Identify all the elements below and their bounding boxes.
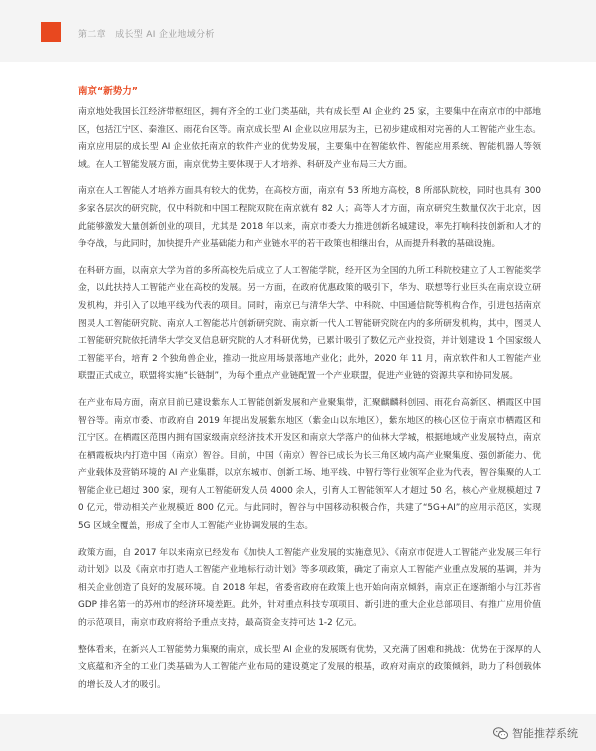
- wechat-icon: [493, 727, 508, 740]
- chapter-accent-block: [41, 22, 61, 42]
- paragraph-research: 在科研方面，以南京大学为首的多所高校先后成立了人工智能学院，经开区为全国的九所工科院校建立了人工智能奖学金，以此扶持人工智能产业在高校的发展。另一方面，在政府优惠政策的吸引下，华为、联想等行业巨头在南京设立研发机构，并引入了以地平线为代表的项目。同时，南京已与清华大学、中科院、中国通信院等机构合作，引进包括南京图灵人工智能研究院、南京人工智能芯片创新研究院、南京新一代人工智能研究院在内的多所研发机构，其中，图灵人工智能研究院依托清华大学交叉信息研究院的人才科研优势，已累计吸引了数亿元产业投资，并计划建设 1 个国家级人工智能平台，培育 2 个独角兽企业，推动一批应用场景落地产业化；此外，2020 年 11 月，南京软件和人工智能产业联盟正式成立，联盟将实施“长链制”，为每个重点产业链配置一个产业联盟，促进产业链的资源共享和协同发展。: [78, 265, 541, 382]
- paragraph-industry-layout: 在产业布局方面，南京目前已建设紫东人工智能创新发展和产业聚集带，汇聚麒麟科创园、雨花台高新区、栖霞区中国智谷等。南京市委、市政府自 2019 年提出发展紫东地区（紫金山以东地区），紫东地区的核心区位于南京市栖霞区和江宁区。在栖霞区范围内拥有国家级南京经济技术开发区和南京大学落户的仙林大学城，根据地域产业发展特点，南京在栖霞板块内打造中国（南京）智谷。目前，中国（南京）智谷已成长为长三角区域内高产业聚集度、强创新能力、优产业载体及营销环境的 AI 产业集群，以京东城市、创新工场、地平线、中智行等行业领军企业为代表，智谷集聚的人工智能企业已超过 300 家，现有人工智能研发人员 4000 余人，引育人工智能领军人才超过 50 名，核心产业规模超过 70 亿元，带动相关产业规模近 800 亿元。与此同时，智谷与中国移动积极合作，共建了“5G+AI”的应用示范区，实现 5G 区域全覆盖，形成了全市人工智能产业协调发展的生态。: [78, 397, 541, 532]
- watermark-text: 智能推荐系统: [512, 727, 578, 740]
- paragraph-talent: 南京在人工智能人才培养方面具有较大的优势，在高校方面，南京有 53 所地方高校，8 所部队院校，同时也具有 300 多家各层次的研究院，仅中科院和中国工程院双院在南京就有 82 人；高等人才方面，南京研究生数量仅次于北京，因此能够激发大量创新创业的项目，尤其是 2018 年以来，南京市委大力推进创新名城建设，率先打响科技创新和人才的争夺战，与此同时，加快提升产业基础能力和产业链水平的若干政策也相继出台，从而提升科教的基础设施。: [78, 186, 541, 250]
- paragraph-overview: 南京地处我国长江经济带枢纽区，拥有齐全的工业门类基础，共有成长型 AI 企业约 25 家，主要集中在南京市的中部地区，包括江宁区、秦淮区、雨花台区等。南京成长型 AI 企业以应用层为主，已初步建成相对完善的人工智能产业生态。南京应用层的成长型 AI 企业依托南京的软件产业的优势发展，主要集中在智能软件、智能应用系统、智能机器人等领域。在人工智能发展方面，南京优势主要体现于人才培养、科研及产业布局三大方面。: [78, 107, 541, 170]
- section-heading: 南京“新势力”: [78, 86, 138, 97]
- chapter-title: 第二章 成长型 AI 企业地域分析: [78, 30, 215, 40]
- paragraph-policy: 政策方面，自 2017 年以来南京已经发布《加快人工智能产业发展的实施意见》、《南京市促进人工智能产业发展三年行动计划》以及《南京市打造人工智能产业地标行动计划》等多项政策，确定了南京人工智能产业重点发展的基调，并为相关企业创造了良好的发展环境。自 2018 年起，省委省政府在政策上也开始向南京倾斜，南京正在逐渐缩小与江苏省 GDP 排名第一的苏州市的经济环境差距。此外，针对重点科技专项项目、新引进的重大企业总部项目、有推广应用价值的示范项目，南京市政府将给予重点支持，最高资金支持可达 1-2 亿元。: [78, 547, 541, 629]
- page-header-bar: [0, 0, 596, 62]
- body-content: [78, 104, 541, 703]
- paragraph-summary: 整体看来，在新兴人工智能势力集聚的南京，成长型 AI 企业的发展既有优势，又充满了困难和挑战：优势在于深厚的人文底蕴和齐全的工业门类基础为人工智能产业布局的建设奠定了发展的根基，政府对南京的政策倾斜，助力了科创载体的增长及人才的吸引。: [78, 644, 541, 690]
- watermark: [493, 725, 578, 741]
